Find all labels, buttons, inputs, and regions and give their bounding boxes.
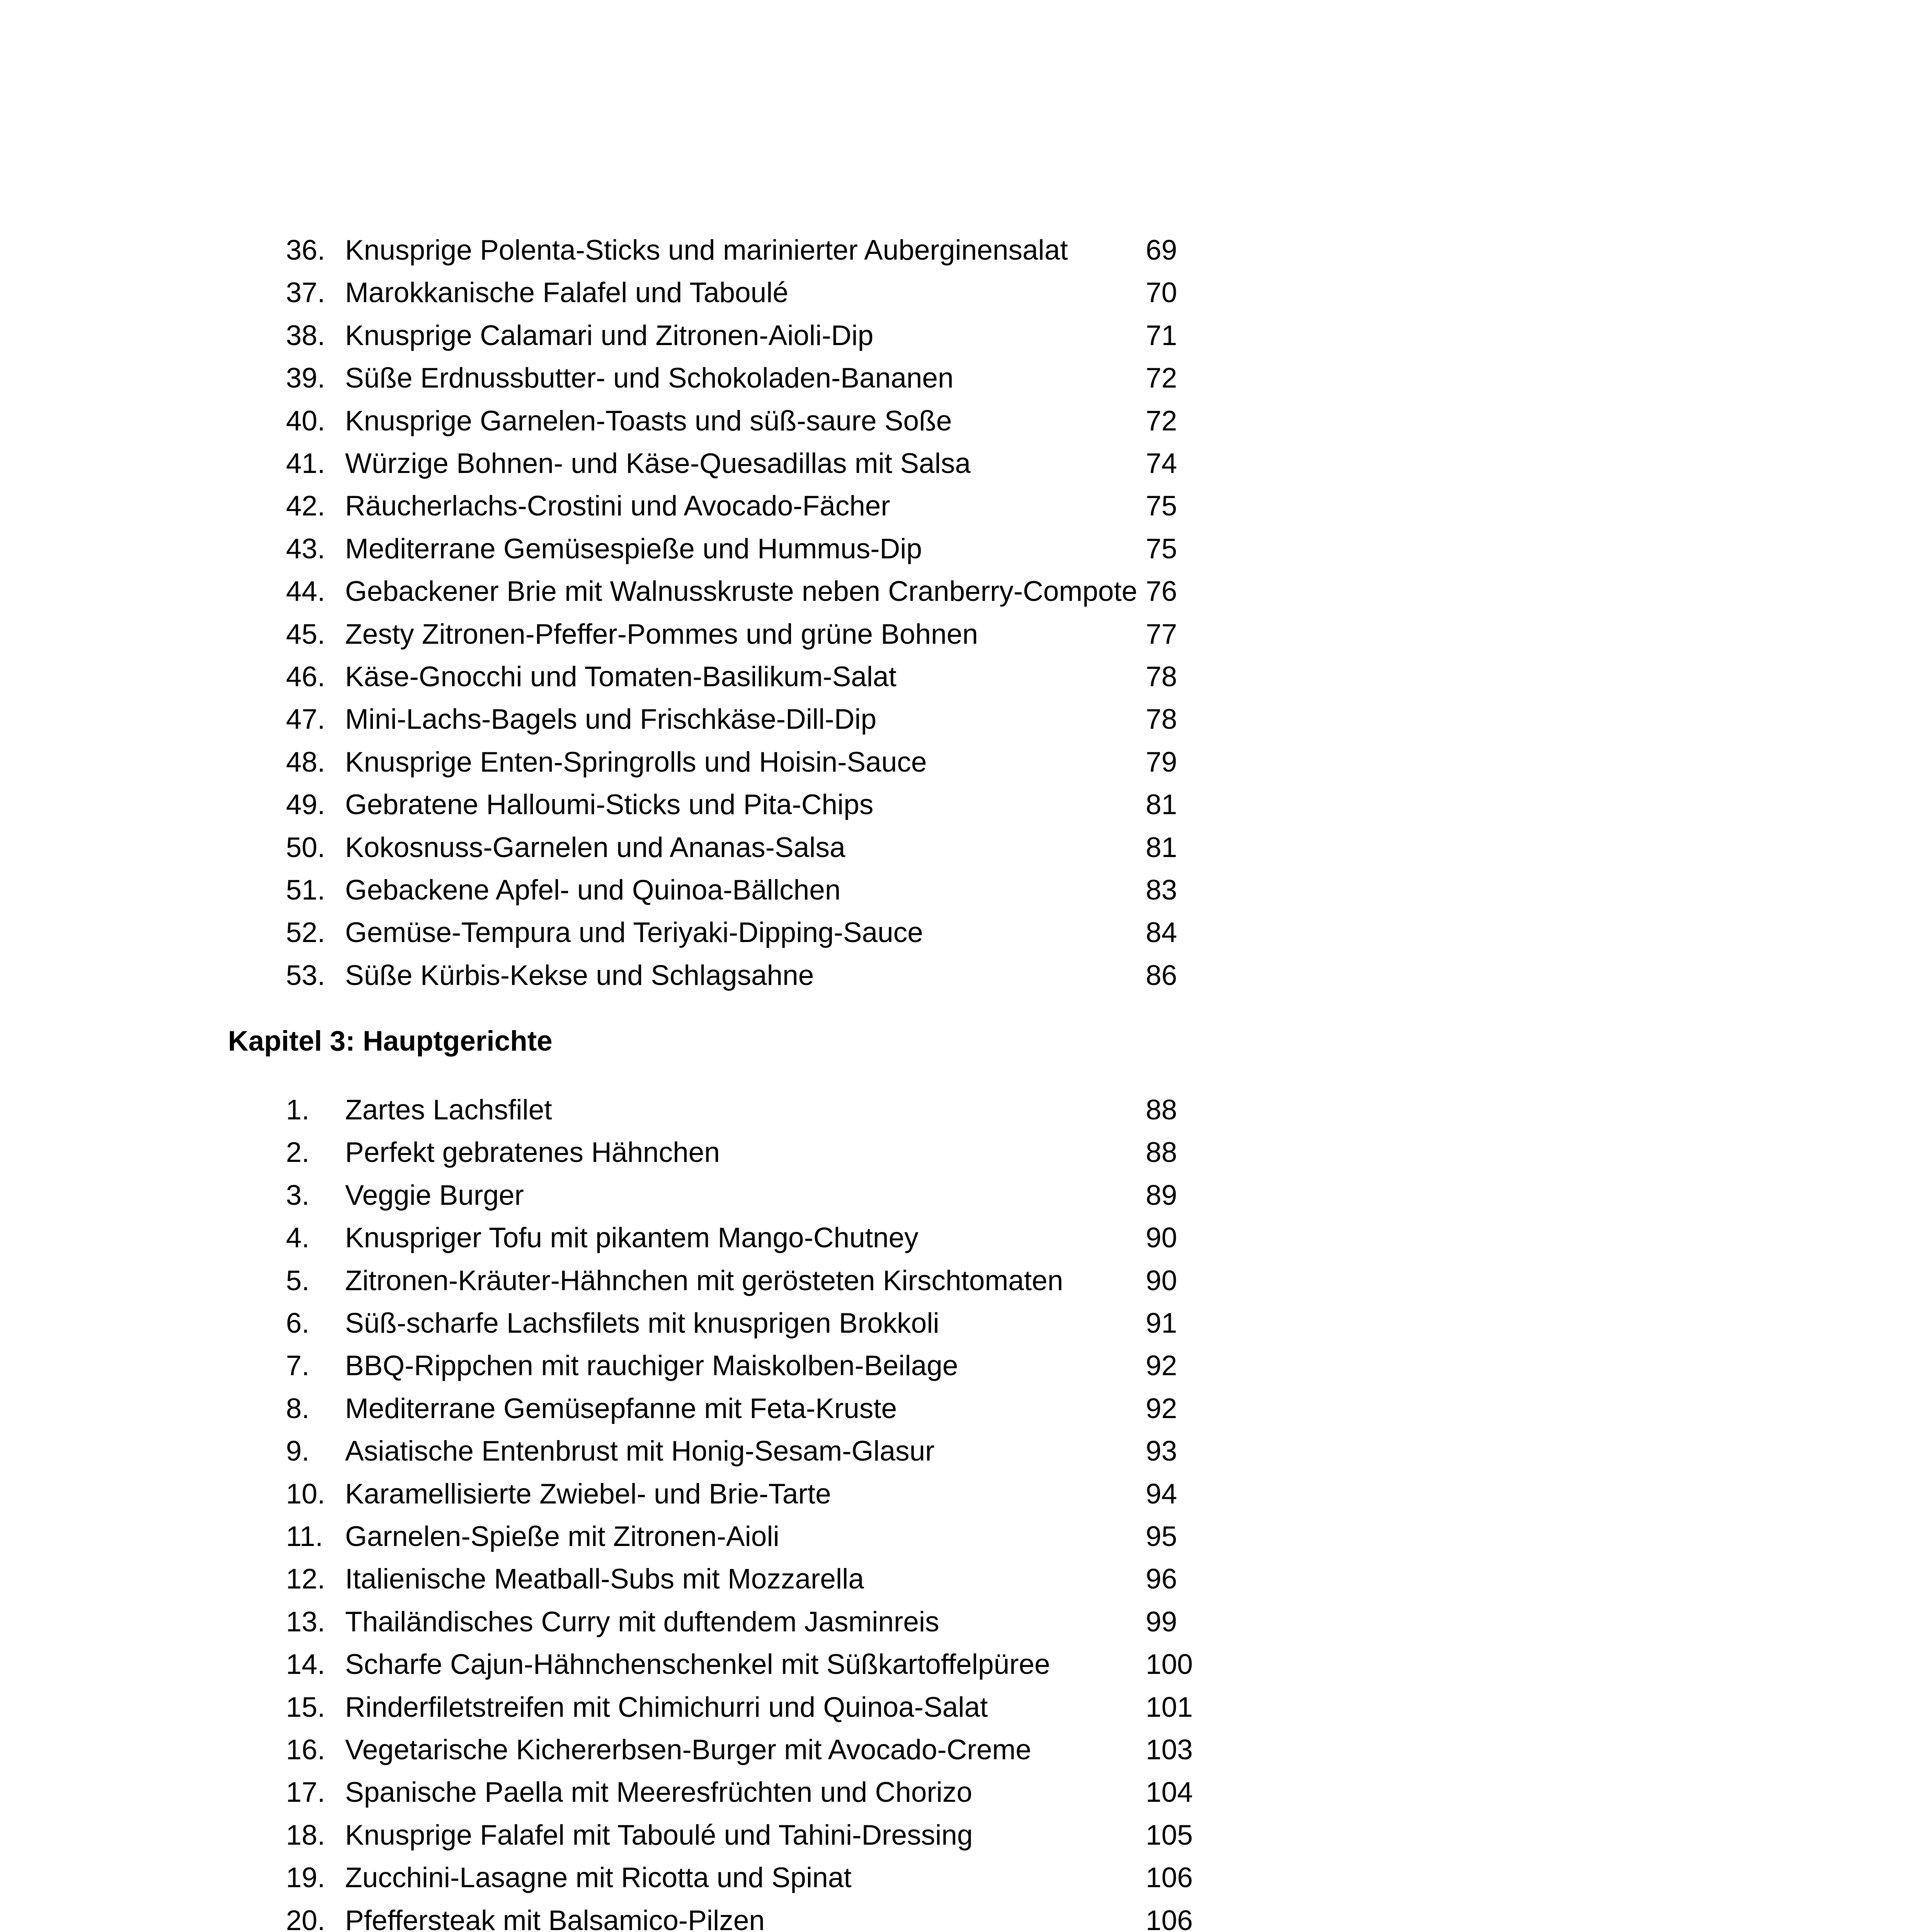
toc-entry-title: Knusprige Enten-Springrolls und Hoisin-Sauce [345, 746, 927, 778]
toc-entry-title: Süße Kürbis-Kekse und Schlagsahne [345, 959, 814, 991]
toc-entry-title: Gemüse-Tempura und Teriyaki-Dipping-Sauce [345, 917, 923, 949]
toc-entry-title: Kokosnuss-Garnelen und Ananas-Salsa [345, 832, 845, 863]
toc-entry-number: 38. [286, 320, 325, 351]
toc-entry-page: 77 [1146, 618, 1177, 650]
toc-entry-title: Zitronen-Kräuter-Hähnchen mit gerösteten Kirschtomaten [345, 1265, 1063, 1296]
toc-entry [0, 1558, 1917, 1600]
toc-entry [0, 912, 1917, 954]
toc-entry [0, 1601, 1917, 1643]
toc-entry [0, 869, 1917, 912]
toc-entry-page: 96 [1146, 1563, 1177, 1595]
toc-entry-number: 3. [286, 1179, 310, 1211]
toc-entry-page: 89 [1146, 1179, 1177, 1211]
toc-entry [0, 229, 1917, 272]
toc-entry-page: 104 [1146, 1777, 1193, 1808]
toc-entry [0, 1217, 1917, 1259]
toc-entry-number: 4. [286, 1222, 310, 1254]
toc-entry-title: Gebratene Halloumi-Sticks und Pita-Chips [345, 789, 874, 821]
toc-entry [0, 315, 1917, 357]
toc-entry-page: 100 [1146, 1649, 1193, 1680]
toc-entry [0, 1345, 1917, 1387]
toc-entry-number: 42. [286, 490, 325, 522]
toc-entry-page: 72 [1146, 362, 1177, 394]
toc-entry [0, 698, 1917, 741]
toc-entry-number: 50. [286, 832, 325, 863]
toc-entry-number: 45. [286, 618, 325, 650]
toc-entry-page: 99 [1146, 1606, 1177, 1638]
toc-entry-title: Garnelen-Spieße mit Zitronen-Aioli [345, 1521, 779, 1552]
toc-entry [0, 1174, 1917, 1217]
toc-entry-title: Marokkanische Falafel und Taboulé [345, 277, 789, 309]
toc-entry-number: 19. [286, 1862, 325, 1894]
toc-entry-page: 74 [1146, 448, 1177, 479]
toc-entry-title: Asiatische Entenbrust mit Honig-Sesam-Glasur [345, 1435, 935, 1467]
toc-entry-page: 78 [1146, 704, 1177, 735]
toc-entry-title: Knuspriger Tofu mit pikantem Mango-Chutney [345, 1222, 919, 1254]
toc-entry-number: 49. [286, 789, 325, 821]
toc-entry-title: Süß-scharfe Lachsfilets mit knusprigen Brokkoli [345, 1308, 939, 1339]
toc-entry [0, 1857, 1917, 1899]
toc-entry-title: Veggie Burger [345, 1179, 524, 1211]
toc-entry-title: Mediterrane Gemüsepfanne mit Feta-Kruste [345, 1393, 897, 1424]
toc-entry-number: 17. [286, 1777, 325, 1808]
toc-entry [0, 1388, 1917, 1430]
toc-entry-number: 15. [286, 1691, 325, 1723]
toc-entry [0, 827, 1917, 869]
toc-entry-title: Knusprige Falafel mit Taboulé und Tahini-Dressing [345, 1819, 973, 1851]
toc-entry-page: 78 [1146, 661, 1177, 692]
toc-entry-page: 103 [1146, 1734, 1193, 1765]
toc-entry-number: 1. [286, 1094, 310, 1126]
toc-entry [0, 272, 1917, 314]
toc-entry-number: 8. [286, 1393, 310, 1424]
toc-entry-page: 70 [1146, 277, 1177, 309]
toc-entry-title: Pfeffersteak mit Balsamico-Pilzen [345, 1905, 765, 1932]
toc-entry-number: 10. [286, 1478, 325, 1510]
toc-entry [0, 1643, 1917, 1686]
toc-entry-number: 44. [286, 576, 325, 607]
toc-entry-page: 76 [1146, 576, 1177, 607]
toc-entry-page: 79 [1146, 746, 1177, 778]
toc-entry [0, 1729, 1917, 1771]
toc-entry-number: 48. [286, 746, 325, 778]
toc-entry-title: Vegetarische Kichererbsen-Burger mit Avocado-Creme [345, 1734, 1031, 1765]
toc-entry [0, 570, 1917, 613]
toc-entry-number: 46. [286, 661, 325, 692]
toc-entry [0, 357, 1917, 400]
toc-entry-title: BBQ-Rippchen mit rauchiger Maiskolben-Beilage [345, 1350, 958, 1382]
toc-entry-number: 40. [286, 405, 325, 437]
toc-entry-page: 90 [1146, 1222, 1177, 1254]
toc-entry-title: Perfekt gebratenes Hähnchen [345, 1137, 720, 1168]
toc-entry [0, 400, 1917, 442]
toc-entry-number: 13. [286, 1606, 325, 1638]
toc-entry-number: 11. [286, 1521, 323, 1552]
toc-entry-number: 41. [286, 448, 325, 479]
toc-entry-page: 72 [1146, 405, 1177, 437]
toc-entry-number: 36. [286, 235, 325, 266]
toc-entry-number: 43. [286, 533, 325, 565]
toc-entry [0, 1131, 1917, 1174]
toc-entry-title: Mini-Lachs-Bagels und Frischkäse-Dill-Dip [345, 704, 877, 735]
toc-entry-number: 5. [286, 1265, 310, 1296]
toc-entry-title: Knusprige Calamari und Zitronen-Aioli-Dip [345, 320, 874, 351]
toc-entry [0, 613, 1917, 656]
toc-entry [0, 528, 1917, 570]
toc-entry-number: 53. [286, 959, 325, 991]
toc-entry-number: 2. [286, 1137, 310, 1168]
toc-entry [0, 485, 1917, 527]
toc-entry-title: Thailändisches Curry mit duftendem Jasminreis [345, 1606, 939, 1638]
toc-entry-page: 88 [1146, 1094, 1177, 1126]
toc-entry-title: Knusprige Polenta-Sticks und marinierter Auberginensalat [345, 235, 1068, 266]
toc-entry-title: Würzige Bohnen- und Käse-Quesadillas mit Salsa [345, 448, 971, 479]
toc-entry-number: 16. [286, 1734, 325, 1765]
toc-entry-number: 20. [286, 1905, 325, 1932]
toc-entry-title: Mediterrane Gemüsespieße und Hummus-Dip [345, 533, 922, 565]
toc-entry-number: 7. [286, 1350, 310, 1382]
toc-entry-page: 81 [1146, 832, 1177, 863]
toc-entry [0, 954, 1917, 997]
toc-entry-page: 106 [1146, 1862, 1193, 1894]
toc-entry-page: 91 [1146, 1308, 1177, 1339]
toc-entry-title: Käse-Gnocchi und Tomaten-Basilikum-Salat [345, 661, 896, 692]
toc-entry-page: 75 [1146, 533, 1177, 565]
toc-entry-number: 9. [286, 1435, 310, 1467]
toc-entry-page: 69 [1146, 235, 1177, 266]
toc-entry-title: Scharfe Cajun-Hähnchenschenkel mit Süßkartoffelpüree [345, 1649, 1050, 1680]
toc-entry-title: Süße Erdnussbutter- und Schokoladen-Bananen [345, 362, 954, 394]
toc-entry [0, 1515, 1917, 1558]
toc-entry-number: 52. [286, 917, 325, 949]
toc-entry-title: Knusprige Garnelen-Toasts und süß-saure Soße [345, 405, 952, 437]
toc-entry-page: 92 [1146, 1393, 1177, 1424]
toc-entry-number: 14. [286, 1649, 325, 1680]
toc-entry [0, 1900, 1917, 1932]
toc-entry-title: Rinderfiletstreifen mit Chimichurri und Quinoa-Salat [345, 1691, 988, 1723]
toc-entry-page: 101 [1146, 1691, 1193, 1723]
toc-entry-page: 81 [1146, 789, 1177, 821]
toc-entry [0, 1473, 1917, 1515]
toc-entry [0, 741, 1917, 784]
toc-entry [0, 1771, 1917, 1814]
toc-entry-number: 37. [286, 277, 325, 309]
toc-entry-title: Zartes Lachsfilet [345, 1094, 552, 1126]
toc-entry-title: Spanische Paella mit Meeresfrüchten und Chorizo [345, 1777, 973, 1808]
toc-entry [0, 1814, 1917, 1857]
toc-entry-number: 39. [286, 362, 325, 394]
toc-entry [0, 656, 1917, 698]
toc-entry [0, 1089, 1917, 1131]
chapter-heading: Kapitel 3: Hauptgerichte [228, 1026, 553, 1057]
toc-entry-title: Italienische Meatball-Subs mit Mozzarella [345, 1563, 864, 1595]
toc-entry-page: 88 [1146, 1137, 1177, 1168]
toc-entry-title: Karamellisierte Zwiebel- und Brie-Tarte [345, 1478, 831, 1510]
toc-entry-page: 90 [1146, 1265, 1177, 1296]
toc-entry-number: 18. [286, 1819, 325, 1851]
toc-entry-number: 47. [286, 704, 325, 735]
toc-entry-page: 105 [1146, 1819, 1193, 1851]
toc-entry-page: 92 [1146, 1350, 1177, 1382]
toc-entry-page: 94 [1146, 1478, 1177, 1510]
toc-entry-page: 93 [1146, 1435, 1177, 1467]
toc-entry-number: 6. [286, 1308, 310, 1339]
toc-entry-title: Gebackener Brie mit Walnusskruste neben Cranberry-Compote [345, 576, 1138, 607]
toc-entry-title: Gebackene Apfel- und Quinoa-Bällchen [345, 874, 841, 906]
toc-entry-number: 51. [286, 874, 325, 906]
toc-entry-title: Zesty Zitronen-Pfeffer-Pommes und grüne Bohnen [345, 618, 978, 650]
toc-entry-number: 12. [286, 1563, 325, 1595]
toc-entry-title: Räucherlachs-Crostini und Avocado-Fächer [345, 490, 890, 522]
toc-entry [0, 784, 1917, 826]
toc-entry [0, 1686, 1917, 1729]
toc-entry-title: Zucchini-Lasagne mit Ricotta und Spinat [345, 1862, 852, 1894]
toc-entry-page: 95 [1146, 1521, 1177, 1552]
toc-entry-page: 83 [1146, 874, 1177, 906]
toc-entry [0, 442, 1917, 485]
toc-entry-page: 84 [1146, 917, 1177, 949]
toc-entry [0, 1260, 1917, 1302]
toc-entry [0, 1430, 1917, 1473]
toc-entry-page: 86 [1146, 959, 1177, 991]
toc-entry-page: 71 [1146, 320, 1177, 351]
toc-entry [0, 1302, 1917, 1345]
toc-entry-page: 75 [1146, 490, 1177, 522]
toc-entry-page: 106 [1146, 1905, 1193, 1932]
